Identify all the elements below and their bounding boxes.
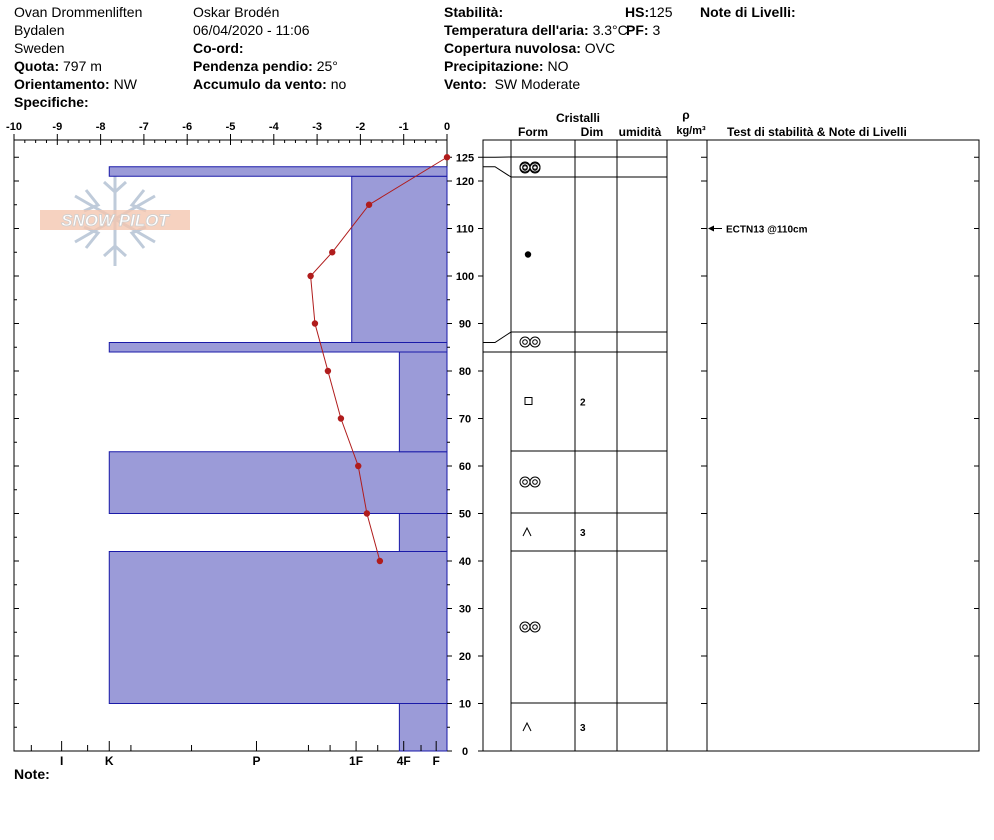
temp-point: [444, 154, 450, 160]
height-tick-label: 0: [461, 746, 469, 758]
rounded-grain-icon: [523, 480, 528, 485]
temp-tick-label: 0: [443, 121, 451, 133]
temp-point: [329, 249, 335, 255]
hardness-bar: [399, 514, 447, 552]
height-tick-label: 10: [458, 698, 472, 711]
rounded-grain-icon: [523, 625, 528, 630]
hardness-tick-label: 4F: [396, 754, 411, 768]
snowpilot-watermark: [40, 172, 190, 266]
temperature-axis: [6, 121, 450, 145]
rounded-grain-icon: [533, 480, 538, 485]
hardness-axis: [31, 741, 440, 768]
wind-loading-label: Accumulo da vento:: [193, 76, 327, 92]
temp-point: [366, 202, 372, 208]
rounded-grain-icon: [533, 340, 538, 345]
depth-hoar-icon: [523, 723, 531, 731]
test-arrow-icon: [708, 226, 714, 232]
country: Sweden: [14, 40, 65, 56]
hardness-bar: [399, 352, 447, 452]
slope-label: Pendenza pendio:: [193, 58, 313, 74]
sky-value: OVC: [584, 40, 616, 56]
hardness-bar: [109, 552, 447, 704]
hardness-bar: [352, 176, 447, 342]
layers-table: [483, 157, 808, 734]
elevation-label: Quota:: [14, 58, 60, 74]
rounded-grain-icon: [520, 337, 530, 347]
wind-label: Vento:: [444, 76, 487, 92]
hardness-bar: [109, 343, 447, 353]
temp-tick-label: -1: [398, 121, 409, 133]
layer-connector: [483, 167, 511, 177]
height-tick-label: 100: [455, 271, 475, 283]
height-tick-label: 60: [458, 461, 472, 473]
height-tick-label: 120: [455, 176, 475, 188]
height-tick-label: 30: [458, 603, 472, 616]
grain-size: 3: [580, 528, 586, 539]
col-density-unit: kg/m³: [676, 125, 706, 137]
region: Bydalen: [14, 22, 65, 38]
air-temp-value: 3.3°C: [592, 22, 628, 38]
temp-tick-label: -6: [182, 121, 193, 133]
stability-label: Stabilità:: [444, 4, 504, 20]
temp-tick-label: -5: [225, 121, 236, 133]
grain-size: 2: [580, 397, 586, 409]
height-tick-label: 50: [458, 508, 472, 521]
temp-point: [312, 320, 318, 326]
rounded-grain-icon: [533, 625, 538, 630]
col-moisture: umidità: [618, 125, 662, 139]
precip-label: Precipitazione:: [444, 58, 544, 74]
hardness-tick-label: 1F: [349, 754, 364, 768]
temp-tick-label: -10: [6, 121, 22, 133]
hs-value: 125: [649, 4, 673, 20]
hardness-bar: [399, 704, 447, 752]
temp-point: [355, 463, 361, 469]
aspect-label: Orientamento:: [14, 76, 110, 92]
col-rho: ρ: [682, 108, 690, 122]
aspect-value: NW: [113, 76, 137, 92]
precip-value: NO: [547, 58, 569, 74]
temp-tick-label: -3: [312, 121, 322, 133]
sky-label: Copertura nuvolosa:: [444, 40, 581, 56]
temp-tick-label: -4: [268, 121, 279, 133]
slope-value: 25°: [316, 58, 338, 74]
temp-point: [338, 415, 344, 421]
hardness-tick-label: K: [104, 754, 114, 768]
height-tick-label: 90: [458, 318, 472, 331]
temp-point: [364, 510, 370, 516]
rounded-grain-icon: [520, 477, 530, 487]
hardness-bar: [109, 452, 447, 514]
temp-tick-label: -7: [139, 121, 149, 133]
rounded-grain-icon: [530, 622, 540, 632]
temp-point: [377, 558, 383, 564]
location: Ovan Drommenliften: [14, 4, 143, 20]
coord-label: Co-ord:: [193, 40, 244, 56]
col-tests: Test di stabilità & Note di Livelli: [727, 125, 907, 139]
watermark-text: SNOW PILOT: [61, 211, 169, 230]
rounded-grain-icon: [520, 622, 530, 632]
temp-tick-label: -9: [52, 121, 63, 133]
rounded-grain-icon: [523, 340, 528, 345]
hs-label: HS:: [625, 4, 650, 20]
layer-notes-label: Note di Livelli:: [700, 4, 796, 20]
rounded-grain-icon: [530, 477, 540, 487]
wind-value: SW Moderate: [494, 76, 581, 92]
height-tick-label: 110: [456, 223, 474, 236]
hardness-bars: [109, 167, 447, 751]
wind-loading-value: no: [330, 76, 347, 92]
height-tick-label: 125: [455, 152, 475, 165]
col-size: Dim: [580, 125, 604, 139]
precipitation-particle-icon: [525, 251, 531, 257]
specifics-label: Specifiche:: [14, 94, 89, 110]
hardness-bar: [109, 167, 447, 177]
col-crystals: Cristalli: [555, 111, 601, 125]
rounded-grain-icon: [530, 337, 540, 347]
stability-test-label: ECTN13 @110cm: [726, 224, 808, 236]
height-tick-label: 70: [458, 413, 472, 426]
temp-point: [307, 273, 313, 279]
depth-hoar-icon: [523, 528, 531, 536]
hardness-tick-label: P: [252, 754, 261, 768]
hardness-tick-label: I: [59, 754, 64, 768]
height-tick-label: 20: [458, 651, 472, 663]
elevation-value: 797 m: [63, 58, 102, 74]
height-tick-label: 80: [458, 366, 472, 378]
temp-point: [325, 368, 331, 374]
pf-label: PF:: [626, 22, 649, 38]
hardness-tick-label: F: [432, 754, 440, 768]
height-tick-label: 40: [458, 556, 472, 568]
temp-tick-label: -2: [355, 121, 366, 133]
layer-connector: [483, 332, 511, 343]
datetime: 06/04/2020 - 11:06: [193, 22, 310, 38]
observer: Oskar Brodén: [193, 4, 280, 20]
notes-label: Note:: [14, 766, 50, 782]
grain-size: 3: [580, 723, 586, 734]
temp-tick-label: -8: [95, 121, 106, 133]
col-form: Form: [518, 125, 548, 139]
faceted-crystal-icon: [525, 398, 532, 405]
pf-value: 3: [652, 22, 661, 38]
air-temp-label: Temperatura dell'aria:: [444, 22, 589, 38]
